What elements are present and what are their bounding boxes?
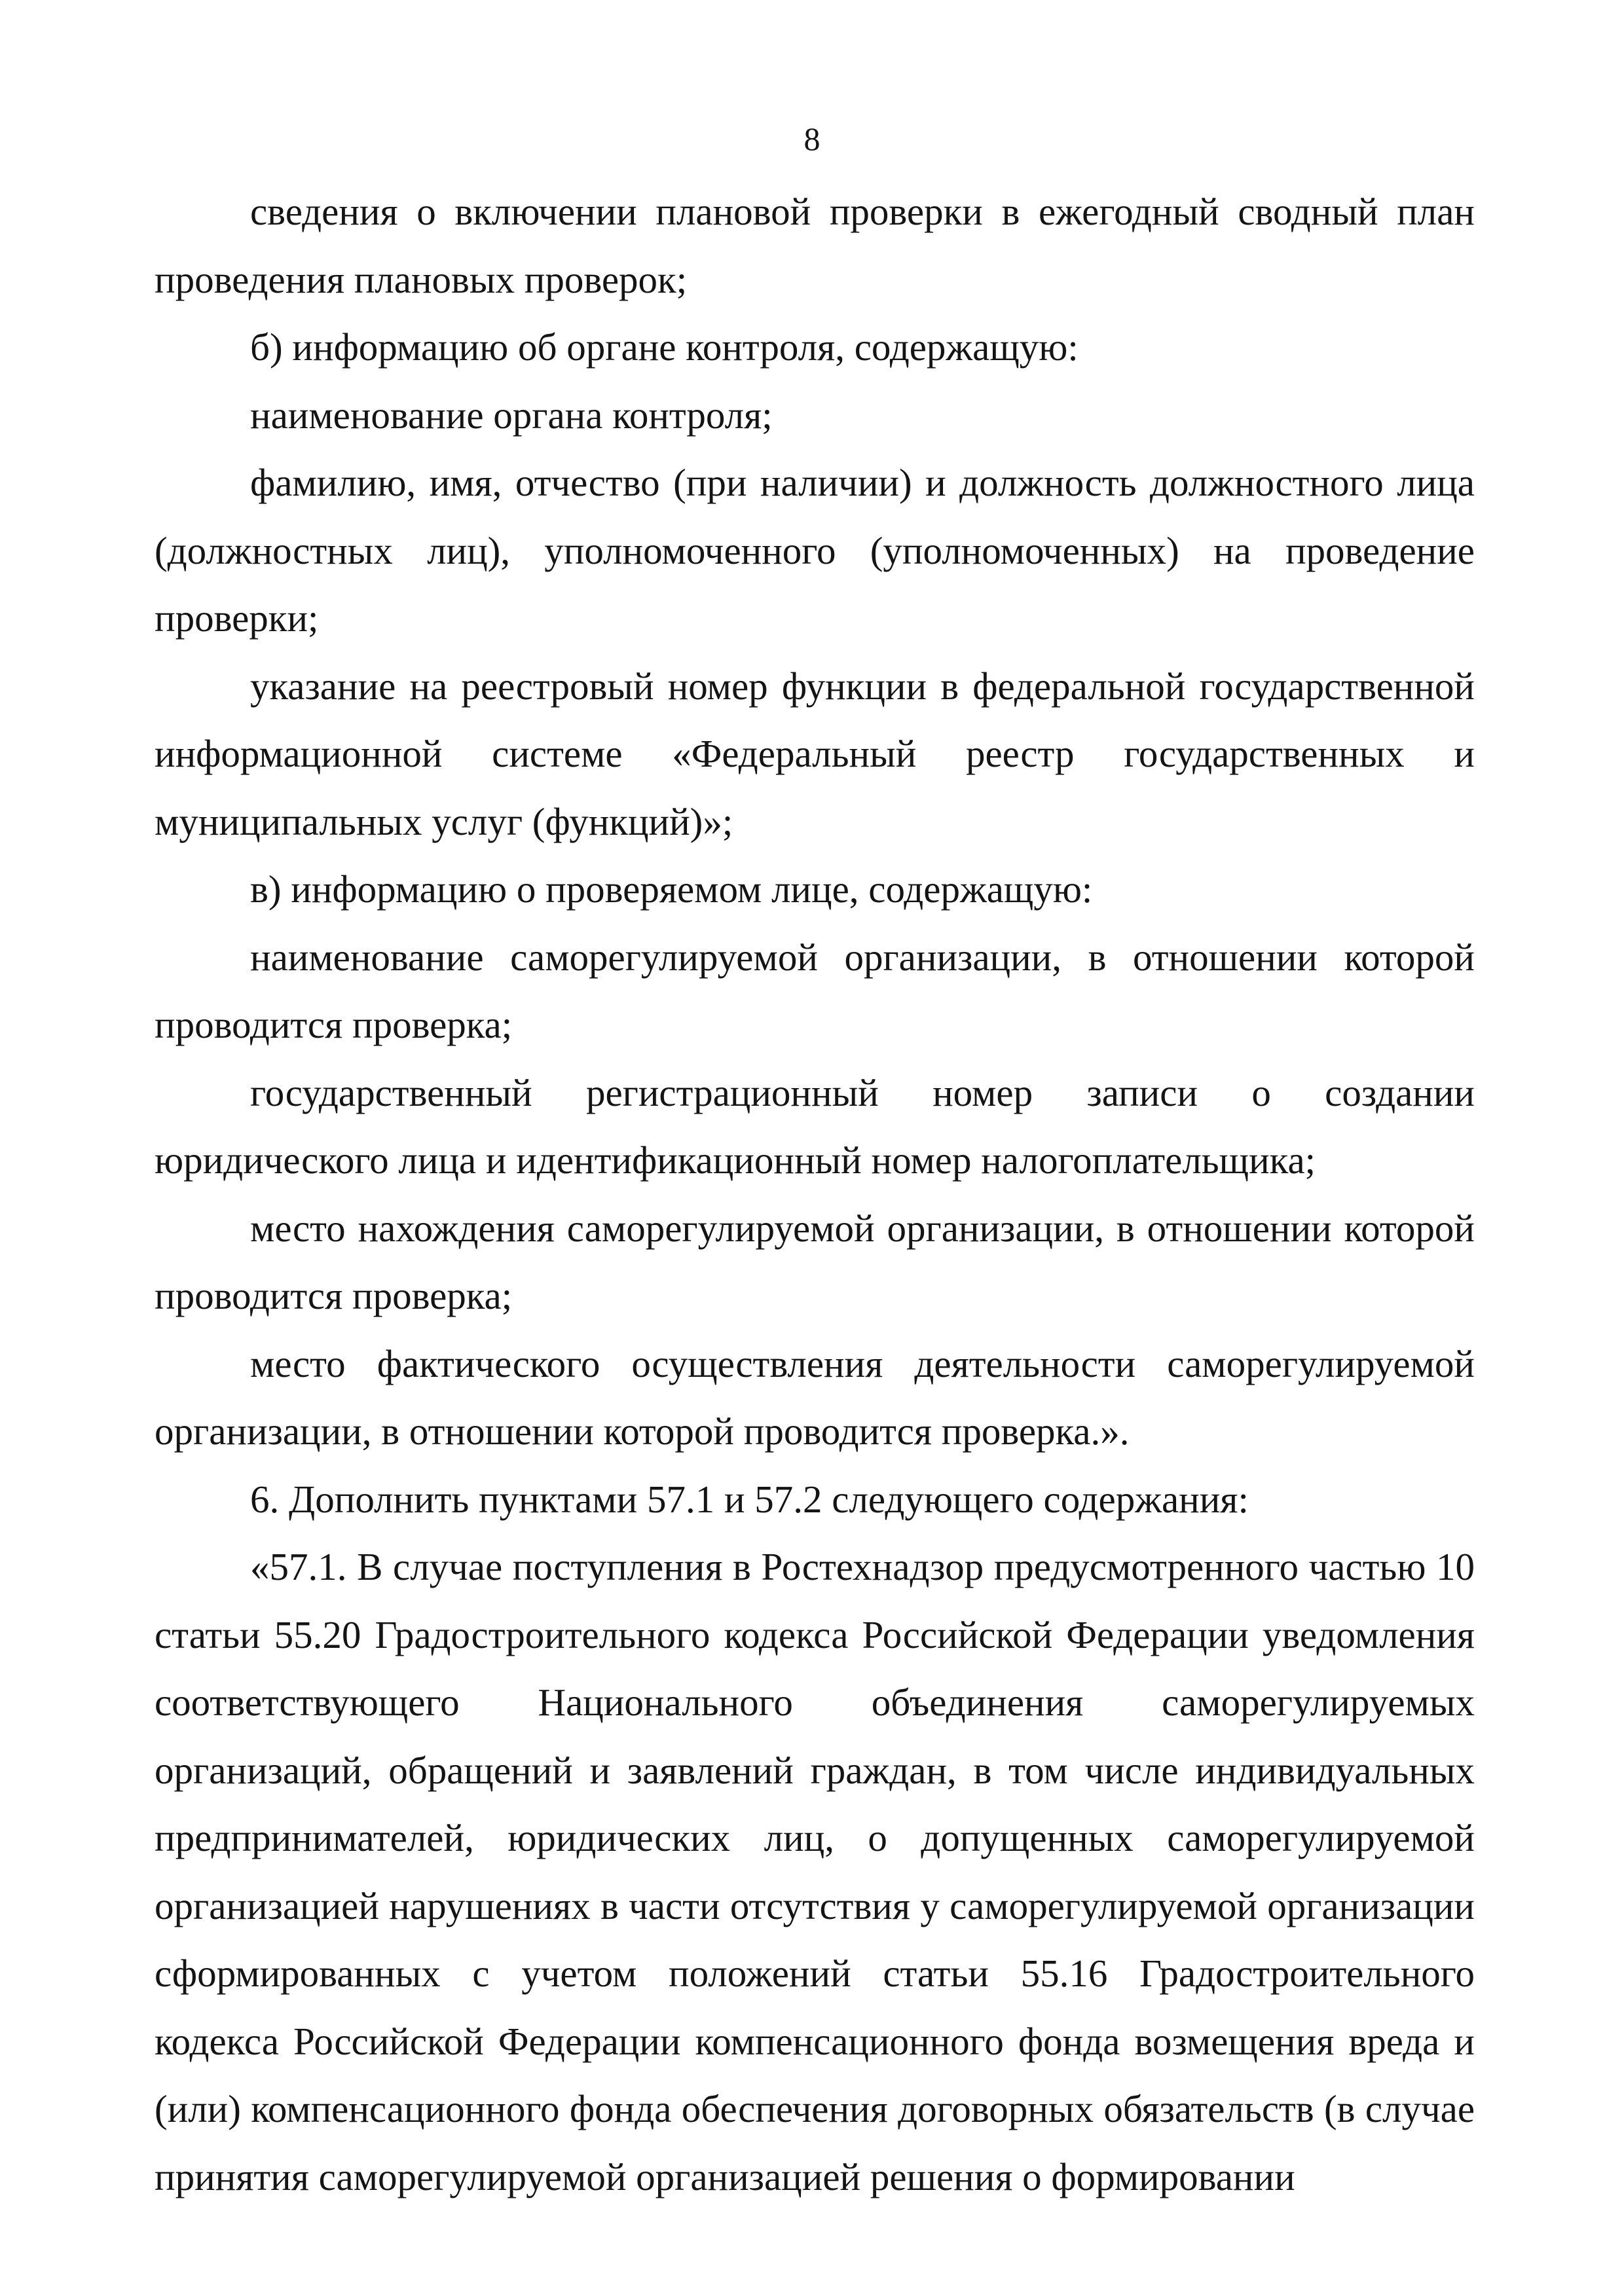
paragraph-organization-name: наименование саморегулируемой организации, в отношении которой проводится проверка; xyxy=(155,935,1475,1046)
page-number: 8 xyxy=(803,120,821,157)
paragraph-57-1: «57.1. В случае поступления в Ростехнадзор предусмотренного частью 10 статьи 55.20 Градостроительного кодекса Российской Федерации уведомления соответствующего Национального объединения саморегулируемых организаций, обращений и заявлений граждан, в том числе индивидуальных предпринимателей, юридических лиц, о допущенных саморегулируемой организацией нарушениях в части отсутствия у саморегулируемой организации сформированных с учетом положений статьи 55.16 Градостроительного кодекса Российской Федерации компенсационного фонда возмещения вреда и (или) компенсационного фонда обеспечения договорных обязательств (в случае принятия саморегулируемой организацией решения о формировании xyxy=(155,1545,1475,2198)
paragraph-item-b: б) информацию об органе контроля, содержащую: xyxy=(250,325,1079,369)
document-body xyxy=(155,178,1475,2211)
paragraph-item-v: в) информацию о проверяемом лице, содержащую: xyxy=(250,867,1093,911)
paragraph-control-body-name: наименование органа контроля; xyxy=(250,393,773,437)
paragraph-plan-info: сведения о включении плановой проверки в ежегодный сводный план проведения плановых проверок; xyxy=(155,190,1475,301)
paragraph-organization-location: место нахождения саморегулируемой организации, в отношении которой проводится проверка; xyxy=(155,1206,1475,1317)
paragraph-item-6: 6. Дополнить пунктами 57.1 и 57.2 следующего содержания: xyxy=(250,1477,1249,1521)
paragraph-activity-location: место фактического осуществления деятельности саморегулируемой организации, в отношении которой проводится проверка.». xyxy=(155,1341,1475,1453)
paragraph-registration-number: государственный регистрационный номер записи о создании юридического лица и идентификационный номер налогоплательщика; xyxy=(155,1070,1475,1182)
paragraph-registry-number: указание на реестровый номер функции в федеральной государственной информационной системе «Федеральный реестр государственных и муниципальных услуг (функций)»; xyxy=(155,664,1475,843)
paragraph-official-names: фамилию, имя, отчество (при наличии) и должность должностного лица (должностных лиц), уполномоченного (уполномоченных) на проведение проверки; xyxy=(155,461,1475,640)
